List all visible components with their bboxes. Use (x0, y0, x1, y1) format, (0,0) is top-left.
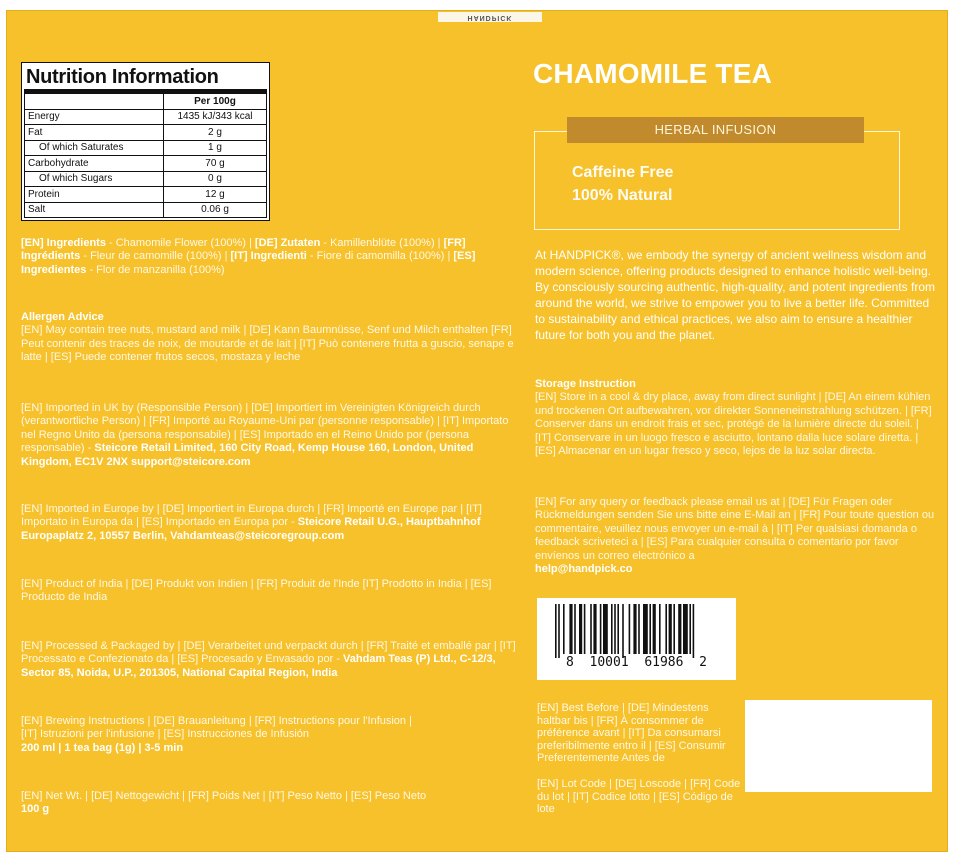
table-row: Carbohydrate 70 g (25, 156, 267, 172)
nutrition-title: Nutrition Information (24, 65, 267, 93)
barcode-bar (555, 604, 557, 658)
barcode-bar (643, 604, 648, 654)
allergen-text: [EN] May contain tree nuts, mustard and milk | [DE] Kann Baumnüsse, Senf und Milch enthalten [FR] Peut contenir des traces de noix, de moutarde et de lait | [IT] Può contenere frutta a guscio, senape e latte | [ES] Puede contener frutos secos, mostaza y leche (21, 324, 514, 364)
barcode-bar (673, 604, 675, 654)
barcode-bars (537, 598, 736, 658)
imported-eu-block: [EN] Imported in Europe by | [DE] Importiert in Europa durch | [FR] Importé en Europe par | [IT] Importato in Europa da | [ES] Importado en Europa por - Steicore Retail U.G., Hauptbahnhof Europaplatz 2, 10557 Berlin, Vahdamteas@steicoregroup.com (21, 503, 482, 542)
barcode-bar (665, 604, 667, 654)
table-row: Of which Saturates 1 g (25, 140, 267, 156)
allergen-block (21, 311, 521, 365)
barcode-bar (579, 604, 582, 654)
barcode-bar (574, 604, 576, 654)
claim-natural: 100% Natural (572, 187, 673, 204)
barcode (537, 598, 736, 680)
barcode-bar (558, 604, 560, 658)
allergen-heading: Allergen Advice (21, 311, 104, 323)
storage-block (535, 378, 935, 458)
about-text: At HANDPICK®, we embody the synergy of ancient wellness wisdom and modern science, offering products designed to enhance holistic well-being. By consciously sourcing authentic, high-quality, and potent ingredients from around the world, we strive to empower you to live a better life. Committed to sustainability and ethical practices, we also aim to ensure a healthier future for both you and the planet. (535, 248, 936, 342)
barcode-bar (638, 604, 640, 654)
barcode-bar (693, 604, 695, 658)
barcode-bar (629, 604, 631, 654)
barcode-bar (683, 604, 688, 654)
barcode-bar (653, 604, 656, 654)
storage-text: [EN] Store in a cool & dry place, away from direct sunlight | [DE] An einem kühlen und trockenen Ort aufbewahren, vor direkter Sonneneinstrahlung schützen. | [FR] Conserver dans un endroit frais et sec, protégé de la lumière directe du soleil. | [IT] Conservare in un luogo fresco e asciutto, lontano dalla luce solare diretta. | [ES] Almacenar en un lugar fresco y seco, lejos de la luz solar directa. (535, 391, 932, 458)
table-row: Of which Sugars 0 g (25, 171, 267, 187)
brewing-block: [EN] Brewing Instructions | [DE] Brauanleitung | [FR] Instructions pour l'Infusion | [IT] Istruzioni per l'infusione | [ES] Instrucciones de Infusión 200 ml | 1 tea bag (1g) | 3-5 min (21, 715, 412, 754)
barcode-bar (563, 604, 565, 654)
barcode-bar (659, 604, 661, 654)
barcode-number: 8 10001 61986 2 (566, 655, 707, 670)
barcode-bar (600, 604, 602, 654)
barcode-bar (603, 604, 608, 654)
net-weight-block: [EN] Net Wt. | [DE] Nettogewicht | [FR] Poids Net | [IT] Peso Netto | [ES] Peso Neto 100 g (21, 790, 427, 816)
barcode-bar (614, 604, 616, 654)
barcode-bar (611, 604, 613, 654)
table-row: Fat 2 g (25, 125, 267, 141)
storage-heading: Storage Instruction (535, 378, 636, 390)
product-title: CHAMOMILE TEA (533, 58, 773, 89)
processed-block: [EN] Processed & Packaged by | [DE] Verarbeitet und verpackt durch | [FR] Traité et emballé par | [IT] Processato e Confezionato da | [ES] Procesado y Envasado por - Vahdam Teas (P) Ltd., C-12/3, Sector 85, Noida, U.P., 201305, National Capital Region, India (21, 640, 516, 679)
barcode-bar (617, 604, 619, 654)
claims (572, 161, 673, 207)
contact-block: [EN] For any query or feedback please email us at | [DE] Für Fragen oder Rückmeldungen senden Sie uns bitte eine E-Mail an | [FR] Pour toute question ou commentaire, veuillez nous envoyer un e-mail à | [IT] Per qualsiasi domanda o feedback scriveteci a | [ES] Para cualquier consulta o comentario por favor envíenos un correo electrónico a help@handpick.co (535, 496, 935, 576)
imported-uk-block: [EN] Imported in UK by (Responsible Person) | [DE] Importiert im Vereinigten Königreich durch (verantwortliche Person) | [FR] Importé au Royaume-Uni par (personne responsable) | [IT] Importato nel Regno Unito da (persona responsabile) | [ES] Importado en el Reino Unido por (persona responsable) - Steicore Retail Limited, 160 City Road, Kemp House 160, London, United Kingdom, EC1V 2NX support@steicore.com (21, 402, 509, 468)
claim-caffeine-free: Caffeine Free (572, 164, 674, 181)
barcode-bar (590, 604, 592, 654)
date-lot-print-area (745, 700, 932, 792)
barcode-bar (633, 604, 636, 654)
ingredients-block: [EN] Ingredients - Chamomile Flower (100%) | [DE] Zutaten - Kamillenblüte (100%) | [FR] Ingrédients - Fleur de camomille (100%) | [IT] Ingredienti - Fiore di camomilla (100%) | [ES] Ingredientes - Flor de manzanilla (100%) (21, 237, 476, 276)
barcode-bar (584, 604, 586, 654)
nutrition-table (21, 62, 270, 221)
best-before-block: [EN] Best Before | [DE] Mindestens haltbar bis | [FR] À consommer de préférence avant | [IT] Da consumarsi preferibilmente entro il | [ES] Consumir Preferentemente Antes de (537, 702, 726, 765)
table-row: Protein 12 g (25, 187, 267, 203)
barcode-bar (678, 604, 681, 654)
herbal-infusion-band: HERBAL INFUSION (567, 117, 864, 143)
barcode-bar (569, 604, 572, 654)
nutrition-header: Per 100g (164, 94, 267, 110)
lot-code-block: [EN] Lot Code | [DE] Loscode | [FR] Code du lot | [IT] Codice lotto | [ES] Código de lote (537, 778, 741, 816)
barcode-bar (593, 604, 596, 654)
table-row: Energy 1435 kJ/343 kcal (25, 109, 267, 125)
barcode-bar (669, 604, 672, 654)
barcode-bar (649, 604, 651, 654)
top-flap-print: HANDPICK (438, 12, 542, 22)
table-row: Salt 0.06 g (25, 202, 267, 218)
origin-block: [EN] Product of India | [DE] Produkt von Indien | [FR] Produit de l'Inde [IT] Prodotto in India | [ES] Producto de India (21, 578, 492, 604)
barcode-bar (622, 604, 624, 658)
contact-email: help@handpick.co (535, 563, 633, 576)
barcode-bar (689, 604, 691, 654)
